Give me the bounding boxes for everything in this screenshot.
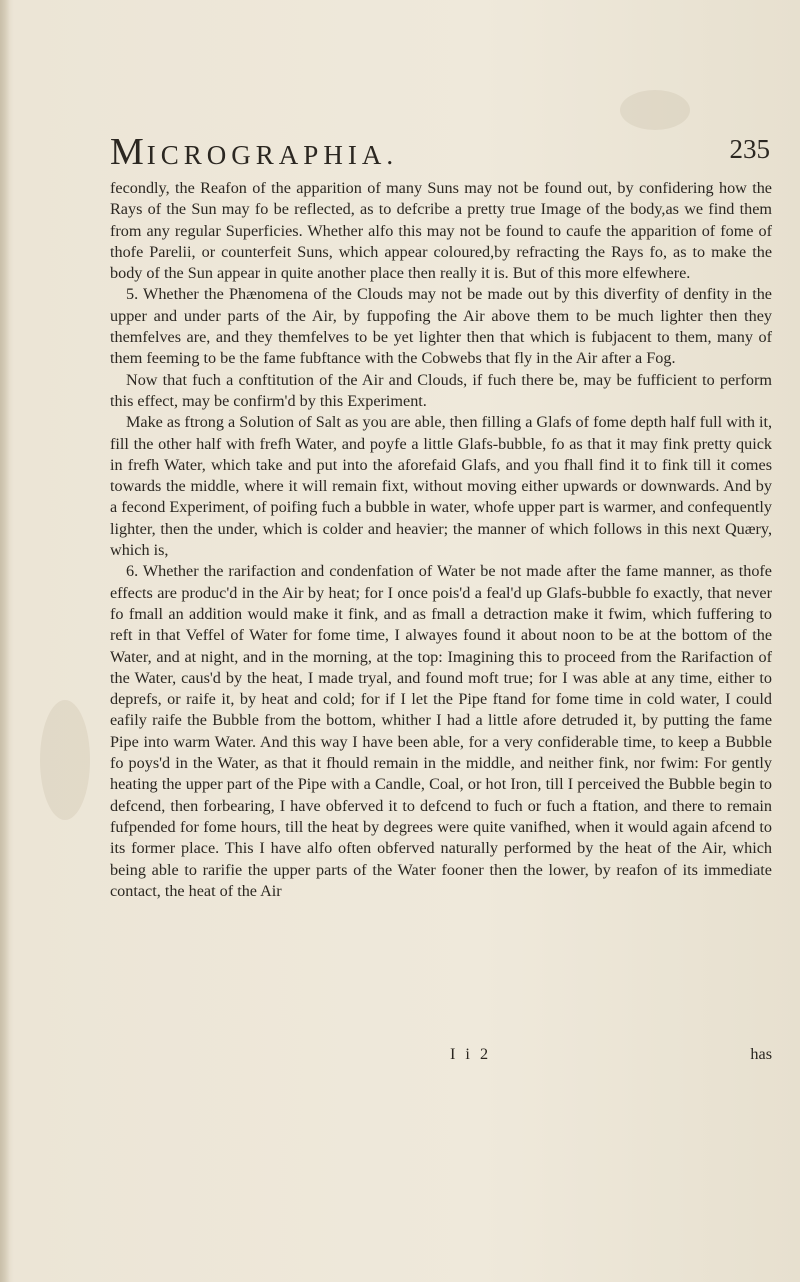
signature-mark: I i 2 <box>450 1045 492 1063</box>
body-text <box>110 178 772 902</box>
paragraph: 6. Whether the rarifaction and condenfation of Water be not made after the fame manner, as thofe effects are produc'd in the Air by heat; for I once pois'd a feal'd up Glafs-bubble fo exactly, that never fo fmall an addition would make it fink, and as fmall a detraction make it fwim, which fuffering to reft in that Veffel of Water for fome time, I alwayes found it about noon to be at the bottom of the Water, and at night, and in the morning, at the top: Imagining this to proceed from the Rarifaction of the Water, caus'd by the heat, I made tryal, and found moft true; for I was able at any time, either to deprefs, or raife it, by heat and cold; for if I let the Pipe ftand for fome time in cold water, I could eafily raife the Bubble from the bottom, whither I had a little afore detruded it, by putting the fame Pipe into warm Water. And this way I have been able, for a very confiderable time, to keep a Bubble fo poys'd in the Water, as that it fhould remain in the middle, and neither fink, nor fwim: For gently heating the upper part of the Pipe with a Candle, Coal, or hot Iron, till I perceived the Bubble begin to defcend, then forbearing, I have obferved it to defcend to fuch or fuch a ftation, and there to remain fufpended for fome hours, till the heat by degrees were quite vanifhed, when it would again afcend to its former place. This I have alfo often obferved naturally performed by the heat of the Air, which being able to rarifie the upper parts of the Water fooner then the lower, by reafon of its immediate contact, the heat of the Air <box>110 562 772 900</box>
paper-stain <box>620 90 690 130</box>
running-head <box>110 130 770 173</box>
running-title-rest: ICROGRAPHIA. <box>146 140 399 170</box>
catchword: has <box>750 1045 772 1063</box>
footer-line <box>110 1045 772 1067</box>
paragraph: 5. Whether the Phænomena of the Clouds may not be made out by this diverfity of denfity in the upper and under parts of the Air, by fuppofing the Air above them to be much lighter then they themfelves are, and they themfelves to be yet lighter then that which is fubjacent to them, many of them feeming to be the fame fubftance with the Cobwebs that fly in the Air after a Fog. <box>110 285 772 368</box>
page-number: 235 <box>729 134 770 164</box>
paragraph: fecondly, the Reafon of the apparition of many Suns may not be found out, by confidering how the Rays of the Sun may fo be reflected, as to defcribe a pretty true Image of the body,as we find them from any regular Superficies. Whether alfo this may not be found to caufe the apparition of fome of thofe Parelii, or counterfeit Suns, which appear coloured,by refracting the Rays fo, as to make the body of the Sun appear in quite another place then really it is. But of this more elfewhere. <box>110 179 772 283</box>
paragraph: Make as ftrong a Solution of Salt as you are able, then filling a Glafs of fome depth half full with it, fill the other half with frefh Water, and poyfe a little Glafs-bubble, fo as that it may fink pretty quick in frefh Water, which take and put into the aforefaid Glafs, and you fhall find it to fink till it comes towards the middle, where it will remain fixt, without moving either upwards or downwards. And by a fecond Experiment, of poifing fuch a bubble in water, whofe upper part is warmer, and confequently lighter, then the under, which is colder and heavier; the manner of which follows in this next Quæry, which is, <box>110 413 772 560</box>
paragraph: Now that fuch a conftitution of the Air and Clouds, if fuch there be, may be fufficient to perform this effect, may be confirm'd by this Experiment. <box>110 370 772 410</box>
running-title <box>110 130 398 174</box>
paper-stain <box>40 700 90 820</box>
running-title-initial: M <box>110 131 147 173</box>
gutter-shadow <box>0 0 10 1282</box>
